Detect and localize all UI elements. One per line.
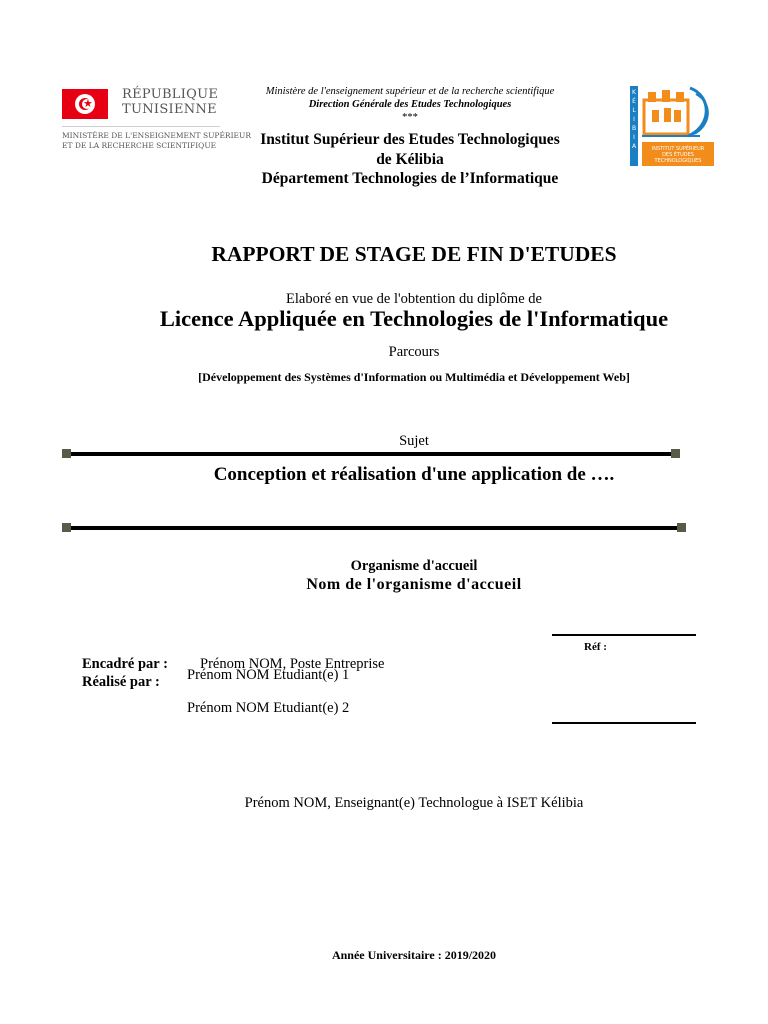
iset-building-icon (640, 86, 716, 140)
enseignant-name: Prénom NOM, Enseignant(e) Technologue à ISET Kélibia (244, 795, 584, 811)
logo-ministere-line2: ET DE LA RECHERCHE SCIENTIFIQUE (62, 141, 217, 150)
encadre-label: Encadré par : (82, 656, 168, 672)
institut-line2: de Kélibia (376, 151, 444, 168)
organisme-label: Organisme d'accueil (350, 558, 478, 574)
report-title: RAPPORT DE STAGE DE FIN D'ETUDES (211, 242, 617, 266)
parcours-detail: [Développement des Systèmes d'Information ou Multimédia et Développement Web] (198, 370, 630, 384)
parcours-label: Parcours (388, 344, 440, 360)
elabore-text: Elaboré en vue de l'obtention du diplôme de (286, 291, 542, 307)
iset-side-text: K É L I B I A (631, 89, 637, 150)
republique-line2: TUNISIENNE (122, 102, 217, 117)
organisme-name: Nom de l'organisme d'accueil (306, 576, 522, 593)
subject-title: Conception et réalisation d'une application de …. (213, 464, 615, 485)
subject-rule-bottom (64, 526, 684, 530)
ministere-text: Ministère de l'enseignement supérieur et de la recherche scientifique (265, 86, 555, 97)
sujet-label: Sujet (399, 433, 429, 449)
logo-ministere-line1: MINISTÈRE DE L'ENSEIGNEMENT SUPÉRIEUR (62, 131, 251, 140)
encadre-value: Prénom NOM, Poste Entreprise (200, 656, 385, 672)
departement-name: Département Technologies de l’Informatique (261, 170, 559, 187)
stars-separator: *** (402, 112, 418, 123)
iset-kelibia-logo (630, 86, 716, 168)
subject-rule-top (64, 452, 678, 456)
realise-label: Réalisé par : (82, 674, 160, 690)
iset-line3: TECHNOLOGIQUES (654, 158, 702, 164)
republique-line1: RÉPUBLIQUE (122, 87, 219, 102)
institut-line1: Institut Supérieur des Etudes Technologiques (260, 131, 560, 148)
ref-rule-bottom (552, 722, 696, 724)
tunisia-flag-icon: ★ (62, 89, 108, 119)
institut-name (190, 130, 630, 170)
iset-line1: INSTITUT SUPÉRIEUR (651, 146, 705, 152)
iset-label-box (642, 142, 714, 166)
ref-rule-top (552, 634, 696, 636)
ref-label: Réf : (584, 641, 607, 653)
iset-line2: DES ÉTUDES (662, 152, 694, 158)
etudiant2-name: Prénom NOM Etudiant(e) 2 (187, 700, 350, 716)
logo-divider (62, 126, 220, 127)
annee-universitaire: Année Universitaire : 2019/2020 (331, 948, 497, 962)
licence-title: Licence Appliquée en Technologies de l'Informatique (159, 306, 669, 331)
direction-text: Direction Générale des Etudes Technologiques (308, 99, 512, 110)
etudiant1-name: Prénom NOM Etudiant(e) 1 (187, 667, 350, 683)
